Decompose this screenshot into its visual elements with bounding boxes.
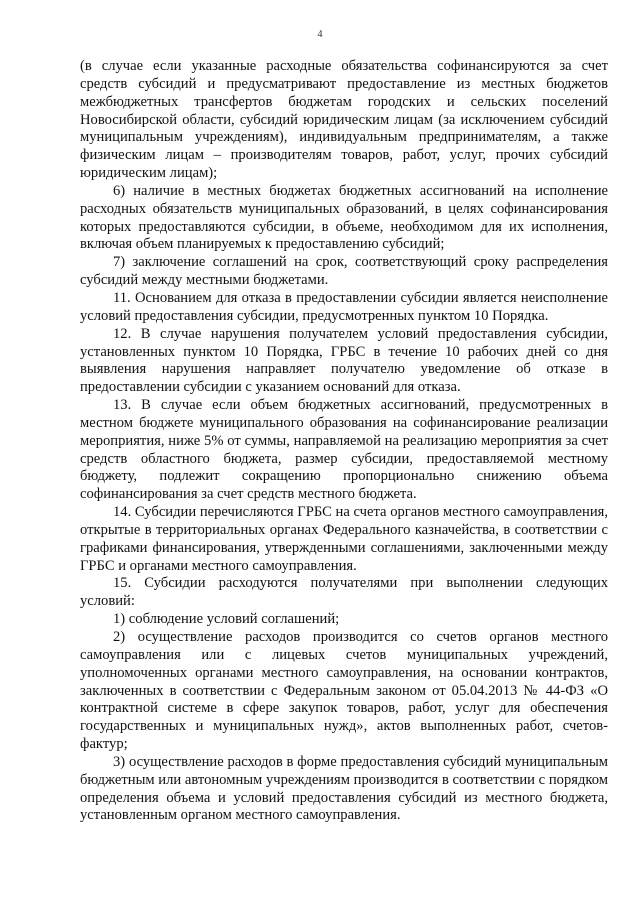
- paragraph-condition-2: 2) осуществление расходов производится со счетов органов местного самоуправления или с лицевых счетов муниципальных учреждений, уполномоченных органами местного самоуправления, на основании контрактов, заключенных в соответствии с Федеральным законом от 05.04.2013 № 44-ФЗ «О контрактной системе в сфере закупок товаров, работ, услуг для обеспечения государственных и муниципальных нужд», актов выполненных работ, счетов-фактур;: [80, 629, 608, 753]
- paragraph-condition-1: 1) соблюдение условий соглашений;: [113, 611, 340, 628]
- paragraph-clause-12: 12. В случае нарушения получателем условий предоставления субсидии, установленных пунктом 10 Порядка, ГРБС в течение 10 рабочих дней со дня выявления нарушения направляет получателю уведомление об отказе в предоставлении субсидии с указанием оснований для отказа.: [80, 325, 608, 396]
- paragraph-clause-11: 11. Основанием для отказа в предоставлении субсидии является неисполнение условий предоставления субсидии, предусмотренных пунктом 10 Порядка.: [80, 289, 608, 324]
- paragraph-condition-3: 3) осуществление расходов в форме предоставления субсидий муниципальным бюджетным или автономным учреждениям производится в соответствии с порядком определения объема и условий предоставления субсидий из местного бюджета, установленным органом местного самоуправления.: [80, 753, 608, 824]
- document-body: [80, 58, 608, 825]
- page-number: 4: [317, 29, 323, 40]
- paragraph-clause-15: 15. Субсидии расходуются получателями при выполнении следующих условий:: [80, 575, 608, 610]
- paragraph-clause-13: 13. В случае если объем бюджетных ассигнований, предусмотренных в местном бюджете муниципального образования на софинансирование реализации мероприятия, ниже 5% от суммы, направляемой на реализацию мероприятия за счет средств областного бюджета, размер субсидии, предоставляемой местному бюджету, подлежит сокращению пропорционально снижению объема софинансирования за счет средств местного бюджета.: [80, 397, 608, 503]
- paragraph-item-7: 7) заключение соглашений на срок, соответствующий сроку распределения субсидий между местными бюджетами.: [80, 254, 608, 289]
- paragraph-continuation: (в случае если указанные расходные обязательства софинансируются за счет средств субсидий и предусматривают предоставление из местных бюджетов межбюджетных трансфертов бюджетам городских и сельских поселений Новосибирской области, субсидий юридическим лицам (за исключением субсидий муниципальным учреждениям), индивидуальным предпринимателям, а также физическим лицам – производителям товаров, работ, услуг, прочих субсидий юридическим лицам);: [80, 58, 608, 182]
- paragraph-item-6: 6) наличие в местных бюджетах бюджетных ассигнований на исполнение расходных обязательств муниципальных образований, в целях софинансирования которых предоставляются субсидии, в объеме, необходимом для их исполнения, включая объем планируемых к предоставлению субсидий;: [80, 182, 608, 253]
- paragraph-clause-14: 14. Субсидии перечисляются ГРБС на счета органов местного самоуправления, открытые в территориальных органах Федерального казначейства, в соответствии с графиками финансирования, утвержденными соглашениями, заключенными между ГРБС и органами местного самоуправления.: [80, 504, 608, 574]
